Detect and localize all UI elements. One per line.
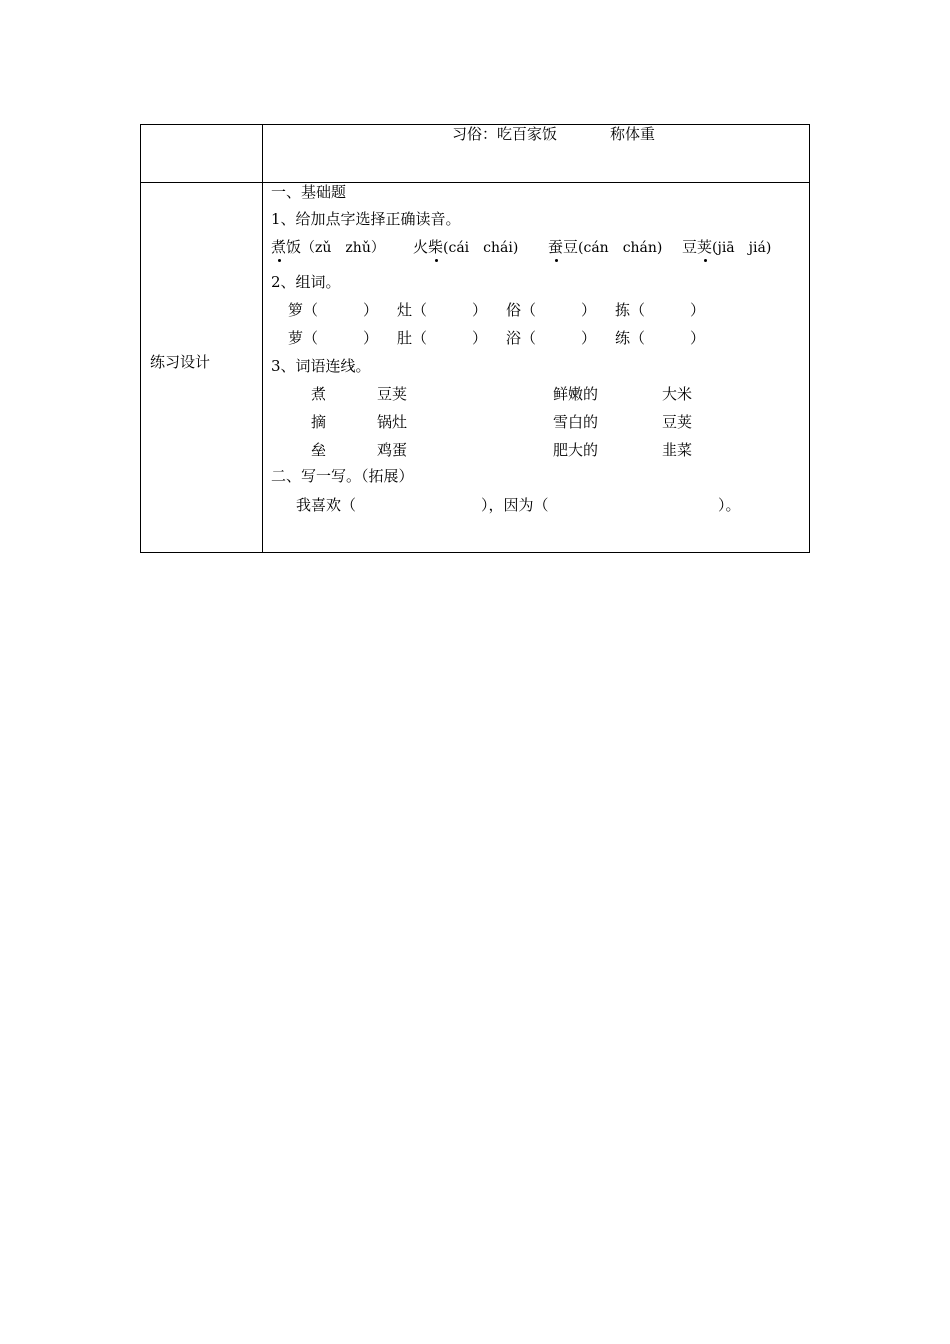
dotted-char: 柴 (428, 238, 444, 256)
row-divider (140, 182, 810, 183)
q2-word: 俗（ ） (506, 301, 597, 319)
q2-word: 灶（ ） (397, 301, 488, 319)
q3-title: 3、词语连线。 (271, 357, 371, 375)
q1-item-3: 蚕豆(cán chán) (548, 238, 663, 256)
dotted-char: 蚕 (548, 238, 564, 256)
practice-design-label: 练习设计 (150, 353, 211, 371)
lesson-table (140, 124, 810, 553)
match-word: 煮 (311, 385, 327, 403)
custom-label: 习俗：吃百家饭 (452, 125, 558, 143)
q2-word: 箩（ ） (288, 301, 379, 319)
match-word: 鸡蛋 (377, 441, 408, 459)
table-bottom-border (140, 552, 810, 553)
match-word: 摘 (311, 413, 327, 431)
sentence-start: 我喜欢（ (296, 496, 357, 514)
match-word: 鲜嫩的 (553, 385, 599, 403)
sentence-end: ）。 (718, 496, 741, 514)
section2-title: 二、写一写。（拓展） (271, 467, 414, 485)
dotted-char: 荚 (697, 238, 713, 256)
match-word: 豆荚 (377, 385, 408, 403)
column-divider (262, 124, 263, 553)
table-right-border (809, 124, 810, 553)
match-word: 雪白的 (553, 413, 599, 431)
q1-title: 1、给加点字选择正确读音。 (271, 210, 461, 228)
q2-word: 萝（ ） (288, 329, 379, 347)
match-word: 大米 (662, 385, 693, 403)
q2-word: 浴（ ） (506, 329, 597, 347)
match-word: 锅灶 (377, 413, 408, 431)
q2-title: 2、组词。 (271, 273, 341, 291)
match-word: 豆荚 (662, 413, 693, 431)
q2-word: 拣（ ） (615, 301, 706, 319)
match-word: 肥大的 (553, 441, 599, 459)
dotted-char: 煮 (271, 238, 287, 256)
q2-word: 肚（ ） (397, 329, 488, 347)
table-left-border (140, 124, 141, 553)
q1-item-2: 火柴(cái chái) (413, 238, 519, 256)
q1-item-1: 煮饭（zǔ zhǔ） (271, 238, 385, 256)
match-word: 垒 (311, 441, 327, 459)
match-word: 韭菜 (662, 441, 693, 459)
sentence-mid: ），因为（ (481, 496, 549, 514)
section1-title: 一、基础题 (271, 183, 347, 201)
q2-word: 练（ ） (615, 329, 706, 347)
custom-item-weigh: 称体重 (610, 125, 656, 143)
q1-item-4: 豆荚(jiā jiá) (682, 238, 772, 256)
